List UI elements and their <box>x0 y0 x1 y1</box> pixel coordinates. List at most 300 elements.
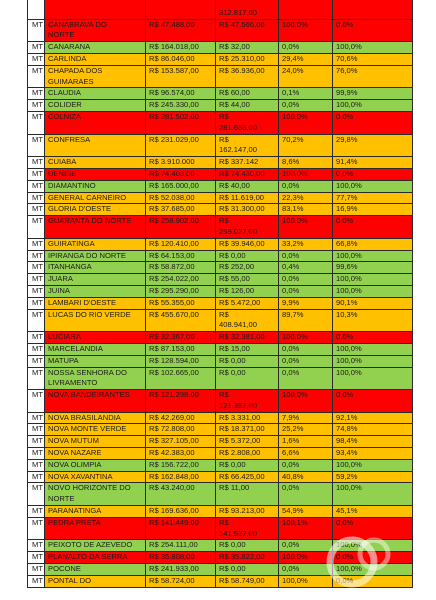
percent-1-cell <box>279 483 333 506</box>
value-2-cell <box>216 309 279 332</box>
municipality-name: CONFRESA <box>48 134 91 144</box>
percent-1: 100,1% <box>282 517 308 527</box>
value-1: R$ 120.410,00 <box>149 238 199 248</box>
percent-2: 0,0% <box>336 390 354 400</box>
value-1-cell <box>146 100 216 112</box>
value-2-cell <box>216 540 279 552</box>
percent-2: 0,0% <box>336 552 354 562</box>
uf-cell-cell <box>28 436 45 448</box>
uf-cell-cell <box>28 168 45 180</box>
value-2-cell <box>216 204 279 216</box>
percent-2: 70,6% <box>336 53 358 63</box>
municipality-name-cell <box>45 540 146 552</box>
value-1: R$ 241.933,00 <box>149 564 199 574</box>
percent-1: 0,4% <box>282 262 300 272</box>
municipality-name-cell <box>45 216 146 239</box>
percent-1: 70,2% <box>282 134 304 144</box>
table-row <box>28 367 413 390</box>
value-2: R$ 15,00 <box>219 343 250 353</box>
percent-1-cell <box>279 285 333 297</box>
percent-2: 100,0% <box>336 285 362 295</box>
municipality-name-cell <box>45 180 146 192</box>
table-row <box>28 297 413 309</box>
value-1: R$ 35.808,00 <box>149 552 195 562</box>
value-1: R$ 156.722,00 <box>149 459 199 469</box>
value-1: R$ 141.449,00 <box>149 517 199 527</box>
percent-1: 0,0% <box>282 250 300 260</box>
municipality-name: CANARANA <box>48 42 91 52</box>
uf-cell: MT <box>32 65 43 75</box>
value-1: R$ 42.269,00 <box>149 412 195 422</box>
percent-2-cell <box>333 192 413 204</box>
municipality-name: CHAPADA DOS GUIMARAES <box>48 65 103 86</box>
value-1-cell <box>146 157 216 169</box>
value-1-cell <box>146 42 216 54</box>
percent-2-cell <box>333 19 413 42</box>
percent-2: 100,0% <box>336 564 362 574</box>
table-row <box>28 88 413 100</box>
value-1-cell <box>146 274 216 286</box>
uf-cell: MT <box>32 540 43 550</box>
uf-cell-cell <box>28 343 45 355</box>
percent-1-cell <box>279 134 333 157</box>
value-1: R$ 86.046,00 <box>149 53 195 63</box>
uf-cell-cell <box>28 309 45 332</box>
uf-cell-cell <box>28 575 45 587</box>
value-2-cell <box>216 192 279 204</box>
value-2: R$ 2.808,00 <box>219 448 261 458</box>
municipality-name: DIAMANTINO <box>48 180 96 190</box>
percent-1: 100,0% <box>282 390 308 400</box>
percent-2-cell <box>333 483 413 506</box>
municipality-name-cell <box>45 412 146 424</box>
percent-2-cell <box>333 0 413 19</box>
value-1-cell <box>146 65 216 88</box>
value-2: R$ 93.213,00 <box>219 506 265 516</box>
municipality-name: MARCELANDIA <box>48 343 103 353</box>
uf-cell-cell <box>28 204 45 216</box>
municipality-name-cell <box>45 297 146 309</box>
percent-2: 77,7% <box>336 192 358 202</box>
table-row <box>28 250 413 262</box>
percent-1: 0,0% <box>282 343 300 353</box>
municipality-name-cell <box>45 192 146 204</box>
table-row <box>28 355 413 367</box>
percent-1: 0,0% <box>282 540 300 550</box>
uf-cell-cell <box>28 42 45 54</box>
municipality-name: MATUPA <box>48 355 79 365</box>
value-2: R$ 39.946,00 <box>219 238 265 248</box>
value-1: R$ 37.685,00 <box>149 204 195 214</box>
value-1: R$ 3.910.000 <box>149 157 195 167</box>
municipality-name: COLNIZA <box>48 111 81 121</box>
uf-cell: MT <box>32 250 43 260</box>
table-row <box>28 436 413 448</box>
municipality-name: LUCAS DO RIO VERDE <box>48 309 131 319</box>
uf-cell-cell <box>28 564 45 576</box>
table-row <box>28 238 413 250</box>
value-1-cell <box>146 424 216 436</box>
uf-cell-cell <box>28 0 45 19</box>
percent-1: 0,0% <box>282 564 300 574</box>
uf-cell-cell <box>28 390 45 413</box>
percent-1-cell <box>279 53 333 65</box>
municipality-name: NOVA XAVANTINA <box>48 471 113 481</box>
value-2: R$ 47.566,00 <box>219 19 265 29</box>
value-2-cell <box>216 42 279 54</box>
value-2-cell <box>216 424 279 436</box>
municipality-name-cell <box>45 483 146 506</box>
percent-1-cell <box>279 168 333 180</box>
uf-cell: MT <box>32 390 43 400</box>
value-1: R$ 245.330,00 <box>149 100 199 110</box>
uf-cell-cell <box>28 19 45 42</box>
value-1-cell <box>146 134 216 157</box>
municipality-name: NOVA MUTUM <box>48 436 99 446</box>
percent-2-cell <box>333 262 413 274</box>
table-row <box>28 111 413 134</box>
value-1: R$ 128.594,00 <box>149 355 199 365</box>
value-2: R$ 408.941,00 <box>219 309 258 330</box>
municipality-name: CARLINDA <box>48 53 87 63</box>
value-2: R$ 58.749,00 <box>219 575 265 585</box>
value-1-cell <box>146 53 216 65</box>
percent-1: 0,1% <box>282 88 300 98</box>
percent-2: 99,9% <box>336 88 358 98</box>
value-1-cell <box>146 552 216 564</box>
value-2-cell <box>216 436 279 448</box>
percent-1: 24,0% <box>282 65 304 75</box>
table-row <box>28 180 413 192</box>
value-2: R$ 25.310,00 <box>219 53 265 63</box>
uf-cell: MT <box>32 517 43 527</box>
percent-2-cell <box>333 168 413 180</box>
value-2: R$ 5.472,00 <box>219 297 261 307</box>
table-row <box>28 412 413 424</box>
value-1-cell <box>146 250 216 262</box>
percent-2-cell <box>333 134 413 157</box>
value-2-cell <box>216 564 279 576</box>
percent-2-cell <box>333 448 413 460</box>
municipality-name-cell <box>45 262 146 274</box>
percent-1-cell <box>279 65 333 88</box>
municipality-name-cell <box>45 448 146 460</box>
municipality-name: GUIRATINGA <box>48 238 95 248</box>
value-2-cell <box>216 134 279 157</box>
municipality-name-cell <box>45 343 146 355</box>
value-1-cell <box>146 19 216 42</box>
municipality-name-cell <box>45 65 146 88</box>
percent-1: 0,0% <box>282 100 300 110</box>
percent-2: 100,0% <box>336 100 362 110</box>
percent-2: 29,8% <box>336 134 358 144</box>
table-row <box>28 459 413 471</box>
value-2-cell <box>216 459 279 471</box>
uf-cell-cell <box>28 367 45 390</box>
table-row <box>28 192 413 204</box>
uf-cell: MT <box>32 192 43 202</box>
value-1: R$ 169.636,00 <box>149 506 199 516</box>
value-1-cell <box>146 168 216 180</box>
value-1-cell <box>146 192 216 204</box>
value-2: R$ 60,00 <box>219 88 250 98</box>
value-1-cell <box>146 564 216 576</box>
percent-2: 66,8% <box>336 238 358 248</box>
uf-cell-cell <box>28 424 45 436</box>
uf-cell-cell <box>28 506 45 518</box>
value-1-cell <box>146 0 216 19</box>
value-2: R$ 35.822,00 <box>219 552 265 562</box>
value-1-cell <box>146 332 216 344</box>
percent-1: 0,0% <box>282 285 300 295</box>
percent-1: 22,3% <box>282 192 304 202</box>
percent-1: 25,2% <box>282 424 304 434</box>
value-2: R$ 32.381,00 <box>219 332 265 342</box>
watermark-ring-outer <box>330 540 374 584</box>
municipality-name-cell <box>45 238 146 250</box>
municipality-table <box>27 0 413 588</box>
value-2: R$ 0,00 <box>219 355 246 365</box>
percent-2-cell <box>333 424 413 436</box>
value-2-cell <box>216 111 279 134</box>
value-1: R$ 58.724,00 <box>149 575 195 585</box>
percent-2-cell <box>333 506 413 518</box>
value-1-cell <box>146 180 216 192</box>
percent-1: 100,0% <box>282 216 308 226</box>
percent-2-cell <box>333 157 413 169</box>
uf-cell-cell <box>28 238 45 250</box>
value-2: R$ 0,00 <box>219 564 246 574</box>
value-2-cell <box>216 274 279 286</box>
uf-cell: MT <box>32 448 43 458</box>
value-1: R$ 32.367,00 <box>149 332 195 342</box>
uf-cell-cell <box>28 483 45 506</box>
municipality-name: NOVA BRASILANDIA <box>48 412 121 422</box>
percent-2: 0,0% <box>336 19 354 29</box>
uf-cell: MT <box>32 19 43 29</box>
municipality-name-cell <box>45 274 146 286</box>
uf-cell: MT <box>32 157 43 167</box>
percent-2: 16,9% <box>336 204 358 214</box>
value-2: R$ 281.638,00 <box>219 111 258 132</box>
percent-1-cell <box>279 390 333 413</box>
percent-2-cell <box>333 88 413 100</box>
percent-1: 8,6% <box>282 157 300 167</box>
table-row <box>28 216 413 239</box>
municipality-name-cell <box>45 575 146 587</box>
value-2: R$ 337.142 <box>219 157 259 167</box>
percent-1-cell <box>279 436 333 448</box>
percent-2-cell <box>333 238 413 250</box>
percent-2: 100,0% <box>336 483 362 493</box>
percent-2-cell <box>333 309 413 332</box>
percent-2: 100,0% <box>336 343 362 353</box>
value-1-cell <box>146 540 216 552</box>
value-2: R$ 141.527,00 <box>219 517 258 538</box>
percent-1: 33,2% <box>282 238 304 248</box>
value-1: R$ 64.153,00 <box>149 250 195 260</box>
percent-2-cell <box>333 355 413 367</box>
table-row <box>28 471 413 483</box>
uf-cell-cell <box>28 100 45 112</box>
percent-1: 100,0% <box>282 332 308 342</box>
value-1: R$ 231.029,00 <box>149 134 199 144</box>
value-1-cell <box>146 262 216 274</box>
table-row <box>28 332 413 344</box>
percent-1: 83,1% <box>282 204 304 214</box>
municipality-name-cell <box>45 390 146 413</box>
value-2: R$ 259.027,00 <box>219 216 258 236</box>
municipality-name-cell <box>45 552 146 564</box>
municipality-name: NOSSA SENHORA DO LIVRAMENTO <box>48 367 127 388</box>
value-2-cell <box>216 367 279 390</box>
percent-1: 6,6% <box>282 448 300 458</box>
percent-1-cell <box>279 343 333 355</box>
table-row <box>28 483 413 506</box>
percent-2-cell <box>333 332 413 344</box>
percent-1-cell <box>279 448 333 460</box>
municipality-name: COLIDER <box>48 100 82 110</box>
value-1-cell <box>146 471 216 483</box>
value-1-cell <box>146 506 216 518</box>
percent-2: 98,4% <box>336 436 358 446</box>
watermark-logo <box>322 524 398 594</box>
value-1-cell <box>146 575 216 587</box>
value-1: R$ 164.018,00 <box>149 42 199 52</box>
percent-2-cell <box>333 412 413 424</box>
percent-1-cell <box>279 88 333 100</box>
table-row <box>28 506 413 518</box>
value-1: R$ 96.574,00 <box>149 88 195 98</box>
value-1: R$ 52.038,00 <box>149 192 195 202</box>
uf-cell-cell <box>28 88 45 100</box>
value-2: R$ 126,00 <box>219 285 255 295</box>
percent-1-cell <box>279 111 333 134</box>
municipality-name-cell <box>45 204 146 216</box>
percent-2: 92,1% <box>336 412 358 422</box>
percent-2-cell <box>333 459 413 471</box>
table-row <box>28 157 413 169</box>
percent-1: 0,0% <box>282 180 300 190</box>
municipality-name: CLAUDIA <box>48 88 81 98</box>
municipality-name: NOVO HORIZONTE DO NORTE <box>48 483 131 504</box>
percent-1: 54,9% <box>282 506 304 516</box>
value-2-cell <box>216 238 279 250</box>
value-1: R$ 165.000,00 <box>149 180 199 190</box>
value-1-cell <box>146 216 216 239</box>
uf-cell-cell <box>28 134 45 157</box>
uf-cell: MT <box>32 506 43 516</box>
uf-cell: MT <box>32 332 43 342</box>
percent-1: 0,0% <box>282 274 300 284</box>
uf-cell: MT <box>32 412 43 422</box>
municipality-name: PEIXOTO DE AZEVEDO <box>48 540 133 550</box>
uf-cell: MT <box>32 238 43 248</box>
value-2: R$ 44,00 <box>219 100 250 110</box>
uf-cell-cell <box>28 412 45 424</box>
municipality-name: LAMBARI D'OESTE <box>48 297 117 307</box>
percent-2: 100,0% <box>336 355 362 365</box>
value-1: R$ 74.403,00 <box>149 168 195 178</box>
percent-2: 100,0% <box>336 250 362 260</box>
value-1-cell <box>146 436 216 448</box>
percent-1-cell <box>279 42 333 54</box>
municipality-name-cell <box>45 111 146 134</box>
uf-cell: MT <box>32 111 43 121</box>
percent-1-cell <box>279 204 333 216</box>
uf-cell-cell <box>28 192 45 204</box>
value-1: R$ 327.105,00 <box>149 436 199 446</box>
percent-2: 100,0% <box>336 540 362 550</box>
percent-2: 0,0% <box>336 332 354 342</box>
value-2-cell <box>216 517 279 540</box>
uf-cell: MT <box>32 367 43 377</box>
municipality-name-cell <box>45 168 146 180</box>
percent-2-cell <box>333 285 413 297</box>
value-1-cell <box>146 367 216 390</box>
value-2-cell <box>216 483 279 506</box>
value-1: R$ 295.290,00 <box>149 285 199 295</box>
uf-cell: MT <box>32 483 43 493</box>
uf-cell-cell <box>28 332 45 344</box>
percent-2-cell <box>333 180 413 192</box>
uf-cell-cell <box>28 285 45 297</box>
percent-1-cell <box>279 332 333 344</box>
municipality-name-cell <box>45 367 146 390</box>
municipality-name-cell <box>45 424 146 436</box>
table-row <box>28 343 413 355</box>
value-2-cell <box>216 285 279 297</box>
uf-cell: MT <box>32 343 43 353</box>
value-1: R$ 121.298,00 <box>149 390 199 400</box>
percent-2: 45,1% <box>336 506 358 516</box>
value-2: 312.817,00 <box>219 7 258 17</box>
uf-cell-cell <box>28 250 45 262</box>
percent-1-cell <box>279 309 333 332</box>
municipality-name-cell <box>45 0 146 19</box>
percent-1: 100,0% <box>282 111 308 121</box>
value-2-cell <box>216 88 279 100</box>
percent-1-cell <box>279 216 333 239</box>
value-2: R$ 36.936,00 <box>219 65 265 75</box>
value-1-cell <box>146 459 216 471</box>
uf-cell-cell <box>28 157 45 169</box>
percent-1-cell <box>279 471 333 483</box>
percent-1-cell <box>279 459 333 471</box>
percent-1: 29,4% <box>282 53 304 63</box>
value-1: R$ 55.355,00 <box>149 297 195 307</box>
percent-2-cell <box>333 390 413 413</box>
table-row <box>28 390 413 413</box>
municipality-name: GENERAL CARNEIRO <box>48 192 127 202</box>
table-row <box>28 19 413 42</box>
table-row <box>28 168 413 180</box>
value-1: R$ 162.848,00 <box>149 471 199 481</box>
value-2: R$ 11.619,00 <box>219 192 265 202</box>
uf-cell-cell <box>28 448 45 460</box>
percent-1: 0,0% <box>282 355 300 365</box>
municipality-name: NOVA MONTE VERDE <box>48 424 127 434</box>
municipality-name: NOVA OLIMPIA <box>48 459 102 469</box>
value-1: R$ 281.502,00 <box>149 111 199 121</box>
percent-2-cell <box>333 111 413 134</box>
uf-cell: MT <box>32 297 43 307</box>
value-2: R$ 31.300,00 <box>219 204 265 214</box>
value-1-cell <box>146 412 216 424</box>
percent-2-cell <box>333 297 413 309</box>
uf-cell: MT <box>32 355 43 365</box>
value-2: R$ 74.430,00 <box>219 168 265 178</box>
